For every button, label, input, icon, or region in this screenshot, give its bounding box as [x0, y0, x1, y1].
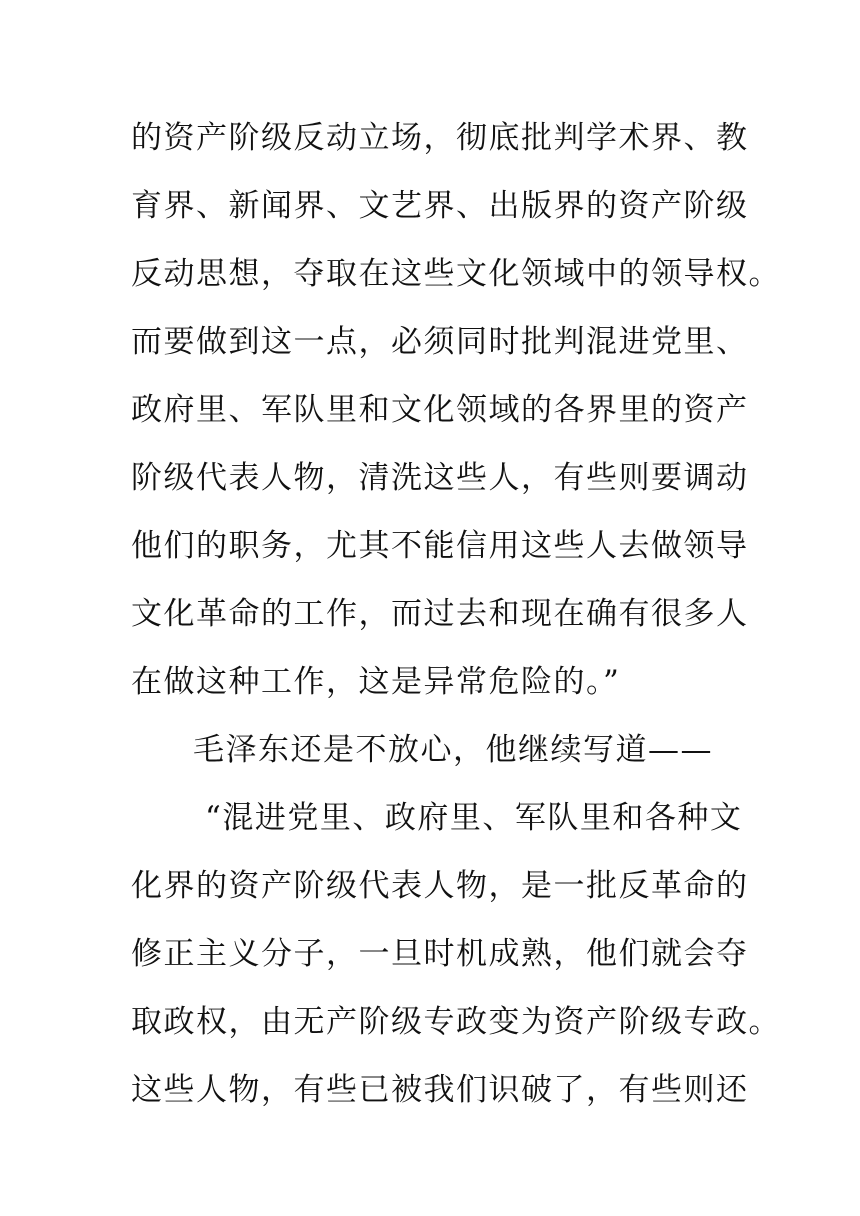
- text-line: 取政权，由无产阶级专政变为资产阶级专政。: [131, 1004, 781, 1040]
- text-line: 修正主义分子，一旦时机成熟，他们就会夺: [131, 936, 749, 972]
- text-line: 这些人物，有些已被我们识破了，有些则还: [131, 1072, 749, 1108]
- paragraph-start-line: 毛泽东还是不放心，他继续写道——: [193, 732, 713, 768]
- text-line: 而要做到这一点，必须同时批判混进党里、: [131, 324, 749, 360]
- body-text: [131, 110, 781, 1130]
- text-line: 阶级代表人物，清洗这些人，有些则要调动: [131, 460, 749, 496]
- text-line: 他们的职务，尤其不能信用这些人去做领导: [131, 528, 749, 564]
- text-line: 育界、新闻界、文艺界、出版界的资产阶级: [131, 188, 749, 224]
- text-line: 的资产阶级反动立场，彻底批判学术界、教: [131, 120, 749, 156]
- quote-start-line: “混进党里、政府里、军队里和各种文: [205, 800, 743, 836]
- text-line: 化界的资产阶级代表人物，是一批反革命的: [131, 868, 749, 904]
- text-line: 政府里、军队里和文化领域的各界里的资产: [131, 392, 749, 428]
- text-line: 在做这种工作，这是异常危险的。”: [131, 664, 621, 700]
- text-line: 反动思想，夺取在这些文化领域中的领导权。: [131, 256, 781, 292]
- text-line: 文化革命的工作，而过去和现在确有很多人: [131, 596, 749, 632]
